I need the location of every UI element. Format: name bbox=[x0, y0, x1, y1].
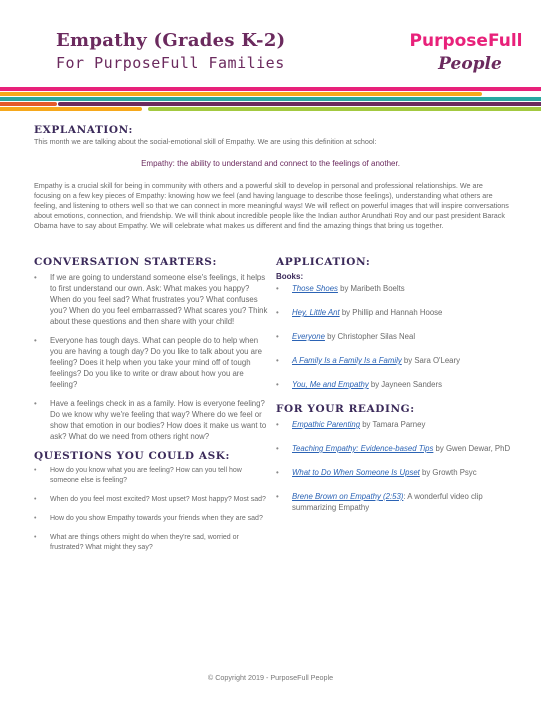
right-column bbox=[276, 256, 511, 526]
books-label: Books: bbox=[276, 272, 304, 281]
reading-heading: FOR YOUR READING: bbox=[276, 403, 415, 415]
conversation-list bbox=[34, 272, 270, 442]
book-link[interactable]: You, Me and Empathy bbox=[292, 380, 369, 389]
reading-author: by Tamara Parney bbox=[360, 420, 426, 429]
book-author: by Phillip and Hannah Hoose bbox=[339, 308, 443, 317]
application-heading: APPLICATION: bbox=[276, 256, 371, 268]
left-column bbox=[34, 256, 270, 562]
reading-link[interactable]: What to Do When Someone Is Upset bbox=[292, 468, 420, 477]
list-item bbox=[276, 467, 511, 478]
list-item bbox=[276, 491, 511, 513]
explanation-body: Empathy is a crucial skill for being in community with others and a powerful skill to develop in personal and professional relationships. We are focusing on a few key pieces of Empathy: knowing how we feel (and having language to describe those feelings), understanding what others are feeling, and listening to others well so that we can connect in more meaningful ways! We will reflect on powerful images that will inspire conversations about emotions, connection, and friendship. We will think about incredible people like the Indian author Arundhati Roy and our past president Barack Obama have to say about Empathy. We will celebrate what makes us different and find the amazing things that bring us together. bbox=[34, 181, 509, 230]
book-author: by Maribeth Boelts bbox=[337, 284, 405, 293]
reading-link[interactable]: Teaching Empathy: Evidence-based Tips bbox=[292, 444, 434, 453]
list-item: • Have a feelings check in as a family. How is everyone feeling? Do we know why we're feeling that way? Where do we feel or show that emotion in our bodies? How does it make us want to ask? What do we need from others right now? bbox=[34, 398, 270, 442]
book-link[interactable]: Hey, Little Ant bbox=[292, 308, 340, 317]
reading-author: by Gwen Dewar, PhD bbox=[433, 444, 511, 453]
list-item: • Everyone has tough days. What can people do to help when you are having a tough day? Do you like to talk about you are feeling? Does it help when you take your mind off of tough feelings? Do you like to write or draw about how you are feeling? bbox=[34, 335, 270, 390]
list-item bbox=[276, 355, 511, 366]
reading-author: : A wonderful video clip summarizing Empathy bbox=[292, 492, 483, 512]
explanation-intro: This month we are talking about the social-emotional skill of Empathy. We are using this definition at school: bbox=[34, 137, 377, 146]
svg-text:People: People bbox=[438, 54, 502, 74]
book-link[interactable]: Everyone bbox=[292, 332, 325, 341]
book-author: by Jayneen Sanders bbox=[368, 380, 442, 389]
reading-link[interactable]: Brene Brown on Empathy (2:53) bbox=[292, 492, 404, 501]
page-subtitle: For PurposeFull Families bbox=[56, 54, 285, 72]
copyright-footer: © Copyright 2019 - PurposeFull People bbox=[207, 673, 334, 682]
list-item bbox=[276, 307, 511, 318]
questions-list bbox=[34, 466, 270, 553]
list-item bbox=[276, 419, 511, 430]
list-item: • What are things others might do when they're sad, worried or frustrated? What might they say? bbox=[34, 533, 270, 553]
purposefull-people-logo bbox=[409, 24, 523, 76]
book-author: by Sara O'Leary bbox=[401, 356, 461, 365]
book-author: by Christopher Silas Neal bbox=[324, 332, 416, 341]
empathy-definition: Empathy: the ability to understand and connect to the feelings of another. bbox=[141, 159, 400, 168]
book-link[interactable]: Those Shoes bbox=[292, 284, 338, 293]
list-item: • If we are going to understand someone else's feelings, it helps to first understand our own. Ask: What makes you happy? When do you feel sad? What frustrates you? What confuses you? When do you feel embarrassed? What scares you? Think about these questions and then share with your child! bbox=[34, 272, 270, 327]
page-title: Empathy (Grades K-2) bbox=[56, 30, 286, 51]
questions-heading: QUESTIONS YOU COULD ASK: bbox=[34, 450, 230, 462]
reading-author: by Growth Psyc bbox=[419, 468, 477, 477]
list-item: • How do you know what you are feeling? How can you tell how someone else is feeling? bbox=[34, 466, 270, 486]
list-item bbox=[276, 283, 511, 294]
conversation-heading: CONVERSATION STARTERS: bbox=[34, 256, 217, 268]
svg-text:PurposeFull: PurposeFull bbox=[409, 31, 523, 51]
reading-link[interactable]: Empathic Parenting bbox=[292, 420, 361, 429]
book-link[interactable]: A Family Is a Family Is a Family bbox=[292, 356, 402, 365]
list-item: • How do you show Empathy towards your friends when they are sad? bbox=[34, 514, 270, 524]
reading-list bbox=[276, 419, 511, 513]
explanation-heading: EXPLANATION: bbox=[34, 124, 133, 136]
list-item: • When do you feel most excited? Most upset? Most happy? Most sad? bbox=[34, 495, 270, 505]
books-list bbox=[276, 283, 511, 390]
list-item bbox=[276, 331, 511, 342]
decorative-stripes bbox=[0, 86, 541, 114]
list-item bbox=[276, 379, 511, 390]
list-item bbox=[276, 443, 511, 454]
